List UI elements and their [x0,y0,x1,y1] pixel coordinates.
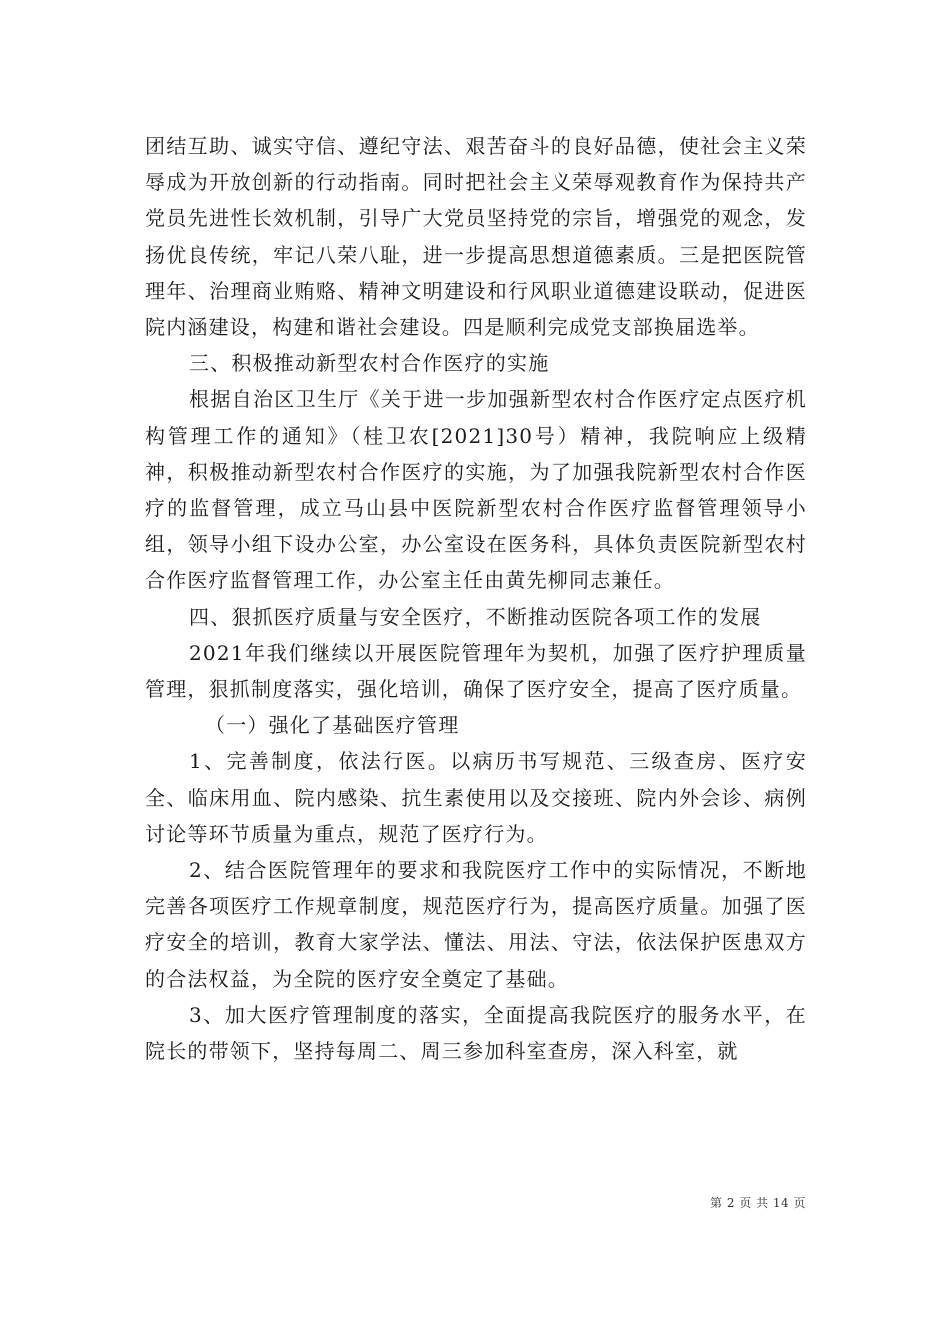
paragraph-item-3: 3、加大医疗管理制度的落实，全面提高我院医疗的服务水平，在院长的带领下，坚持每周二、周三参加科室查房，深入科室，就 [145,1002,807,1064]
subsection-heading-1: （一）强化了基础医疗管理 [205,713,460,738]
section-heading-3: 三、积极推动新型农村合作医疗的实施 [189,351,550,376]
page-number-footer: 第 2 页 共 14 页 [710,1196,806,1210]
paragraph-item-1: 1、完善制度，依法行医。以病历书写规范、三级查房、医疗安全、临床用血、院内感染、抗生素使用以及交接班、院内外会诊、病例讨论等环节质量为重点，规范了医疗行为。 [145,749,807,846]
paragraph-ncms: 根据自治区卫生厅《关于进一步加强新型农村合作医疗定点医疗机构管理工作的通知》（桂卫农[2021]30号）精神，我院响应上级精神，积极推动新型农村合作医疗的实施，为了加强我院新型农村合作医疗的监督管理，成立马山县中医院新型农村合作医疗监督管理领导小组，领导小组下设办公室，办公室设在医务科，具体负责医院新型农村合作医疗监督管理工作，办公室主任由黄先柳同志兼任。 [145,387,807,593]
section-heading-4: 四、狠抓医疗质量与安全医疗，不断推动医院各项工作的发展 [189,604,762,629]
paragraph-management-year: 2021年我们继续以开展医院管理年为契机，加强了医疗护理质量管理，狠抓制度落实，强化培训，确保了医疗安全，提高了医疗质量。 [145,640,807,702]
document-body [145,128,807,1069]
paragraph-continuation: 团结互助、诚实守信、遵纪守法、艰苦奋斗的良好品德，使社会主义荣辱成为开放创新的行动指南。同时把社会主义荣辱观教育作为保持共产党员先进性长效机制，引导广大党员坚持党的宗旨，增强党的观念，发扬优良传统，牢记八荣八耻，进一步提高思想道德素质。三是把医院管理年、治理商业贿赂、精神文明建设和行风职业道德建设联动，促进医院内涵建设，构建和谐社会建设。四是顺利完成党支部换届选举。 [145,134,807,340]
paragraph-item-2: 2、结合医院管理年的要求和我院医疗工作中的实际情况，不断地完善各项医疗工作规章制度，规范医疗行为，提高医疗质量。加强了医疗安全的培训，教育大家学法、懂法、用法、守法，依法保护医患双方的合法权益，为全院的医疗安全奠定了基础。 [145,858,807,991]
